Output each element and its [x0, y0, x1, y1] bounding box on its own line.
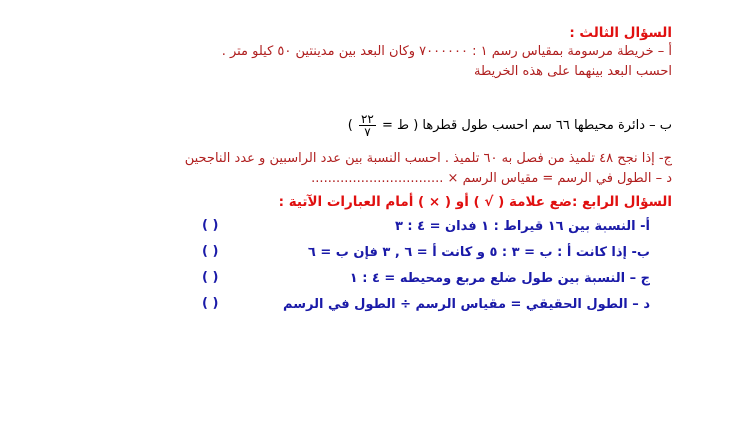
- q4-item-d: د – الطول الحقيقي = مقياس الرسم ÷ الطول في الرسم: [283, 297, 650, 312]
- q3-part-b-close: ): [347, 118, 353, 133]
- q4-heading: السؤال الرابع :ضع علامة ( √ ) أو ( × ) أمام العبارات الآتية :: [278, 194, 672, 210]
- q3-heading: السؤال الثالث :: [569, 25, 672, 41]
- q4-item-a-answer-box[interactable]: ( ): [202, 218, 219, 233]
- q4-item-a: أ- النسبة بين ١٦ قيراط : ١ فدان = ٤ : ٣: [394, 219, 650, 234]
- pi-fraction-numerator: ٢٢: [360, 112, 374, 126]
- q4-item-b: ب- إذا كانت أ : ب = ٣ : ٥ و كانت أ = ٦ , ٣ فإن ب = ٦: [307, 245, 650, 260]
- q3-part-a-line2: احسب البعد بينهما على هذه الخريطة: [474, 64, 672, 79]
- q3-part-d: د – الطول في الرسم = مقياس الرسم × ................................: [311, 171, 672, 186]
- q4-item-c-answer-box[interactable]: ( ): [202, 270, 219, 285]
- q3-part-c: ج- إذا نجح ٤٨ تلميذ من فصل به ٦٠ تلميذ . احسب النسبة بين عدد الراسبين و عدد الناجحين: [184, 151, 672, 166]
- q4-item-c: ج – النسبة بين طول ضلع مربع ومحيطه = ٤ : ١: [349, 271, 650, 286]
- q3-part-b-text: ب – دائرة محيطها ٦٦ سم احسب طول قطرها ( ط =: [382, 118, 672, 133]
- pi-fraction: [359, 113, 376, 138]
- q3-part-b: [348, 113, 672, 138]
- q4-item-d-answer-box[interactable]: ( ): [202, 296, 219, 311]
- q3-part-a-line1: أ – خريطة مرسومة بمقياس رسم ١ : ٧٠٠٠٠٠٠ وكان البعد بين مدينتين ٥٠ كيلو متر .: [221, 44, 672, 59]
- pi-fraction-denominator: ٧: [364, 125, 371, 139]
- q4-item-b-answer-box[interactable]: ( ): [202, 244, 219, 259]
